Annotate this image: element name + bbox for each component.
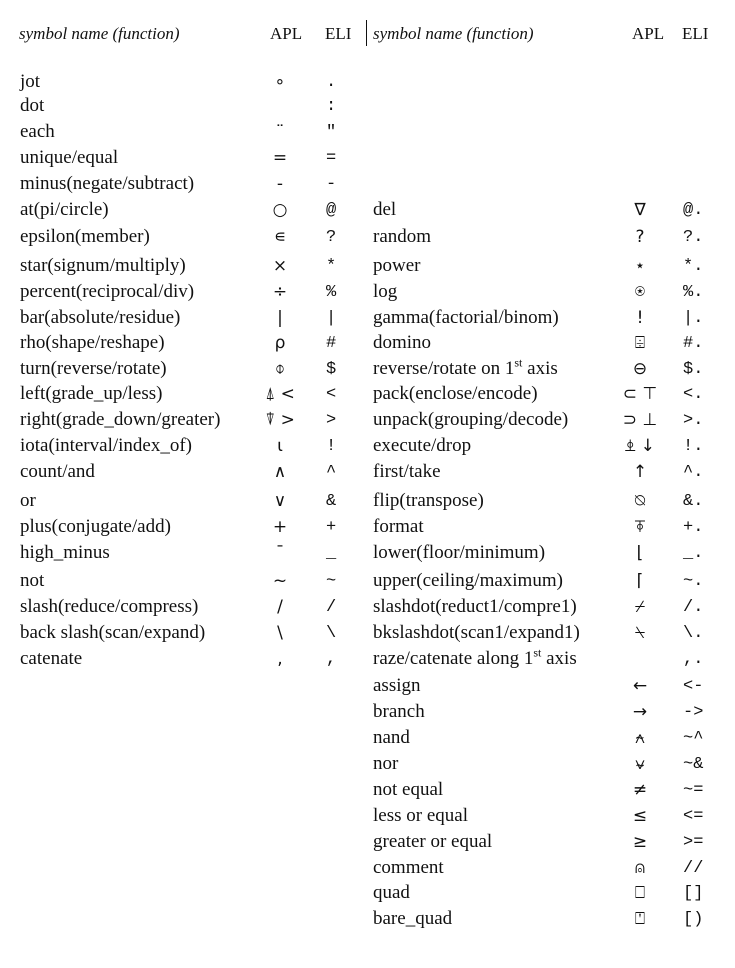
left-symbol-name [20,410,220,429]
left-apl-glyph: × [272,256,288,276]
left-symbol-name [20,436,192,455]
left-symbol-name [20,597,198,616]
symbol-name-text: epsilon(member) [20,226,150,247]
symbol-name-text: high_minus [20,542,110,563]
right-eli-glyph: <= [683,807,704,826]
left-apl-glyph: / [277,597,283,617]
right-symbol-name [373,384,538,403]
right-symbol-name [373,227,431,246]
left-symbol-name [20,517,171,536]
symbol-name-text: dot [20,95,45,116]
right-apl-glyph: ⊖ [632,359,648,379]
left-symbol-name [20,122,55,141]
right-symbol-name [373,410,568,429]
left-eli-glyph: . [326,73,337,92]
right-eli-glyph: <- [683,677,704,696]
symbol-name-text: slash(reduce/compress) [20,596,199,617]
right-apl-glyph: ≠ [632,780,648,800]
symbol-name-text: catenate [20,648,83,669]
right-apl-glyph: ≥ [632,832,648,852]
left-eli-glyph: # [326,334,337,353]
left-apl-glyph: - [276,174,284,194]
right-eli-glyph: #. [683,334,704,353]
left-apl-glyph: ○ [272,200,288,220]
right-eli-glyph: %. [683,283,704,302]
left-eli-glyph: > [326,411,337,430]
right-symbol-name [373,676,421,695]
left-eli-glyph: * [326,257,337,276]
left-symbol-name [20,308,180,327]
symbol-name-text: greater or equal [373,831,493,852]
symbol-name-text: jot [20,71,41,92]
left-apl-glyph: = [272,148,288,168]
left-apl-glyph: ∘ [274,72,286,92]
right-eli-glyph: ~& [683,755,704,774]
left-eli-glyph: % [326,283,337,302]
right-symbol-name [373,543,545,562]
left-symbol-name [20,462,95,481]
symbol-name-text: slashdot(reduct1/compre1) [373,596,577,617]
right-apl-glyph: ! [636,308,644,328]
symbol-name-text: flip(transpose) [373,490,484,511]
symbol-name-text: at(pi/circle) [20,199,109,220]
left-eli-glyph: & [326,492,337,511]
right-apl-glyph: ↑ [632,462,648,482]
header-right-eli: ELI [682,24,709,43]
symbol-name-text: minus(negate/subtract) [20,173,195,194]
left-eli-glyph: - [326,175,337,194]
left-symbol-name [20,623,205,642]
column-divider [366,20,367,46]
right-eli-glyph: &. [683,492,704,511]
left-apl-glyph: ¯ [275,543,285,563]
left-symbol-name [20,333,165,352]
symbol-name-text: pack(enclose/encode) [373,383,538,404]
right-apl-glyph: ← [632,676,648,696]
symbol-name-text: nor [373,753,399,774]
left-eli-glyph: + [326,518,337,537]
left-eli-glyph: ? [326,228,337,247]
symbol-name-text: nand [373,727,410,748]
ordinal-superscript: st [514,355,523,370]
right-apl-glyph: ⋆ [634,256,646,276]
right-apl-glyph: ⍞ [634,909,646,929]
left-apl-glyph: ∊ [273,227,287,247]
left-symbol-name [20,200,109,219]
right-apl-glyph: ≤ [632,806,648,826]
symbol-name-text: random [373,226,432,247]
left-symbol-name [20,282,194,301]
left-symbol-name [20,359,167,378]
symbol-name-text: or [20,490,36,511]
symbol-name-text: del [373,199,397,220]
symbol-name-text: first/take [373,461,441,482]
left-symbol-name [20,543,110,562]
right-apl-glyph: ⊂ ⊤ [622,384,658,404]
symbol-name-text: format [373,516,424,537]
left-apl-glyph: ~ [272,571,288,591]
header-right-apl: APL [632,24,665,43]
right-apl-glyph: → [632,702,648,722]
right-symbol-name [373,256,420,275]
right-symbol-name [373,355,558,379]
left-eli-glyph: , [326,650,337,669]
symbol-name-text: right(grade_down/greater) [20,409,221,430]
symbol-name-text: bare_quad [373,908,453,929]
right-symbol-name [373,754,398,773]
right-apl-glyph: ∇ [634,200,646,220]
left-eli-glyph: | [326,309,337,328]
right-eli-glyph: -> [683,703,704,722]
symbol-name-text: bkslashdot(scan1/expand1) [373,622,580,643]
left-symbol-name [20,96,44,115]
symbol-name-text: assign [373,675,421,696]
right-eli-glyph: |. [683,309,704,328]
symbol-name-text: left(grade_up/less) [20,383,163,404]
right-symbol-name [373,597,577,616]
left-eli-glyph: ^ [326,463,337,482]
right-apl-glyph: ⌊ [636,543,644,563]
header-left-eli: ELI [325,24,352,43]
left-eli-glyph: ! [326,437,337,456]
right-symbol-name [373,806,468,825]
left-apl-glyph: ⍴ [274,333,286,353]
symbol-name-text: execute/drop [373,435,472,456]
left-symbol-name [20,256,186,275]
right-eli-glyph: ~. [683,572,704,591]
symbol-name-text: unique/equal [20,147,119,168]
right-apl-glyph: ⍕ [634,517,646,537]
ordinal-superscript: st [533,645,542,660]
right-eli-glyph: /. [683,598,704,617]
right-eli-glyph: *. [683,257,704,276]
right-eli-glyph: >= [683,833,704,852]
right-eli-glyph: @. [683,201,704,220]
right-apl-glyph: ⍎ ↓ [625,436,655,456]
symbol-name-text: rho(shape/reshape) [20,332,165,353]
symbol-name-tail: axis [522,358,558,379]
right-symbol-name [373,517,424,536]
left-apl-glyph: + [272,517,288,537]
symbol-name-text: comment [373,857,444,878]
left-symbol-name [20,148,118,167]
symbol-name-text: unpack(grouping/decode) [373,409,569,430]
right-symbol-name [373,308,559,327]
right-symbol-name [373,858,444,877]
left-apl-glyph: ∨ [273,491,287,511]
right-eli-glyph: ,. [683,650,704,669]
right-symbol-name [373,645,577,669]
symbol-name-text: iota(interval/index_of) [20,435,192,456]
symbol-name-text: back slash(scan/expand) [20,622,206,643]
symbol-name-text: not [20,570,45,591]
left-eli-glyph: : [326,97,337,116]
header-left-apl: APL [270,24,303,43]
right-eli-glyph: \. [683,624,704,643]
symbol-name-text: quad [373,882,410,903]
right-symbol-name [373,702,425,721]
right-apl-glyph: ⊃ ⊥ [622,410,658,430]
symbol-name-text: star(signum/multiply) [20,255,186,276]
symbol-name-text: upper(ceiling/maximum) [373,570,563,591]
left-apl-glyph: ⌽ [274,359,286,379]
left-eli-glyph: _ [326,544,337,563]
right-symbol-name [373,436,471,455]
left-apl-glyph: | [277,308,283,328]
right-symbol-name [373,780,443,799]
right-apl-glyph: ⍟ [634,282,646,302]
symbol-name-text: raze/catenate along 1 [373,648,534,669]
right-symbol-name [373,909,452,928]
right-apl-glyph: ⌹ [634,333,646,353]
right-eli-glyph: _. [683,544,704,563]
right-eli-glyph: // [683,859,704,878]
symbol-name-text: each [20,121,55,142]
right-symbol-name [373,462,441,481]
right-symbol-name [373,282,397,301]
header-right-name: symbol name (function) [373,24,534,43]
right-apl-glyph: ⍀ [634,623,646,643]
symbol-name-text: percent(reciprocal/div) [20,281,195,302]
right-apl-glyph: ⍝ [634,858,646,878]
symbol-name-text: less or equal [373,805,468,826]
symbol-name-text: not equal [373,779,444,800]
right-eli-glyph: [) [683,910,704,929]
left-apl-glyph: \ [277,623,283,643]
left-apl-glyph: ⍳ [277,436,283,456]
symbol-name-text: bar(absolute/residue) [20,307,181,328]
left-eli-glyph: " [326,123,337,142]
right-eli-glyph: ~= [683,781,704,800]
left-eli-glyph: < [326,385,337,404]
left-apl-glyph: , [277,649,283,669]
left-eli-glyph: = [326,149,337,168]
left-symbol-name [20,384,162,403]
left-symbol-name [20,72,40,91]
right-apl-glyph: ⍲ [634,728,646,748]
symbol-name-text: turn(reverse/rotate) [20,358,167,379]
symbol-name-text: branch [373,701,425,722]
symbol-name-tail: axis [541,648,577,669]
symbol-name-text: reverse/rotate on 1 [373,358,515,379]
left-symbol-name [20,227,150,246]
symbol-name-text: power [373,255,421,276]
left-symbol-name [20,649,82,668]
left-apl-glyph: ∧ [273,462,287,482]
right-eli-glyph: ^. [683,463,704,482]
right-apl-glyph: ⍱ [634,754,646,774]
left-eli-glyph: ~ [326,572,337,591]
right-symbol-name [373,883,410,902]
left-eli-glyph: @ [326,201,337,220]
right-symbol-name [373,728,410,747]
left-symbol-name [20,571,44,590]
right-eli-glyph: ?. [683,228,704,247]
right-eli-glyph: >. [683,411,704,430]
left-symbol-name [20,174,194,193]
right-eli-glyph: <. [683,385,704,404]
header-left-name: symbol name (function) [19,24,180,43]
right-apl-glyph: ? [635,227,645,247]
left-eli-glyph: \ [326,624,337,643]
right-apl-glyph: ⎕ [634,883,646,903]
right-apl-glyph: ⌈ [636,571,644,591]
left-symbol-name [20,491,36,510]
right-eli-glyph: !. [683,437,704,456]
symbol-name-text: log [373,281,398,302]
right-symbol-name [373,200,396,219]
right-eli-glyph: [] [683,884,704,903]
right-eli-glyph: ~^ [683,729,704,748]
left-apl-glyph: ⍋ < [265,384,295,404]
symbol-name-text: domino [373,332,432,353]
left-eli-glyph: / [326,598,337,617]
right-symbol-name [373,333,431,352]
right-apl-glyph: ⌿ [634,597,646,617]
right-eli-glyph: $. [683,360,704,379]
right-symbol-name [373,832,492,851]
right-apl-glyph: ⍉ [634,491,646,511]
right-symbol-name [373,623,580,642]
right-eli-glyph: +. [683,518,704,537]
symbol-name-text: plus(conjugate/add) [20,516,171,537]
left-apl-glyph: ¨ [275,122,285,142]
right-symbol-name [373,491,484,510]
symbol-name-text: count/and [20,461,95,482]
left-eli-glyph: $ [326,360,337,379]
left-apl-glyph: ÷ [272,282,288,302]
symbol-name-text: lower(floor/minimum) [373,542,546,563]
left-apl-glyph: ⍒ > [265,410,295,430]
symbol-name-text: gamma(factorial/binom) [373,307,559,328]
right-symbol-name [373,571,563,590]
